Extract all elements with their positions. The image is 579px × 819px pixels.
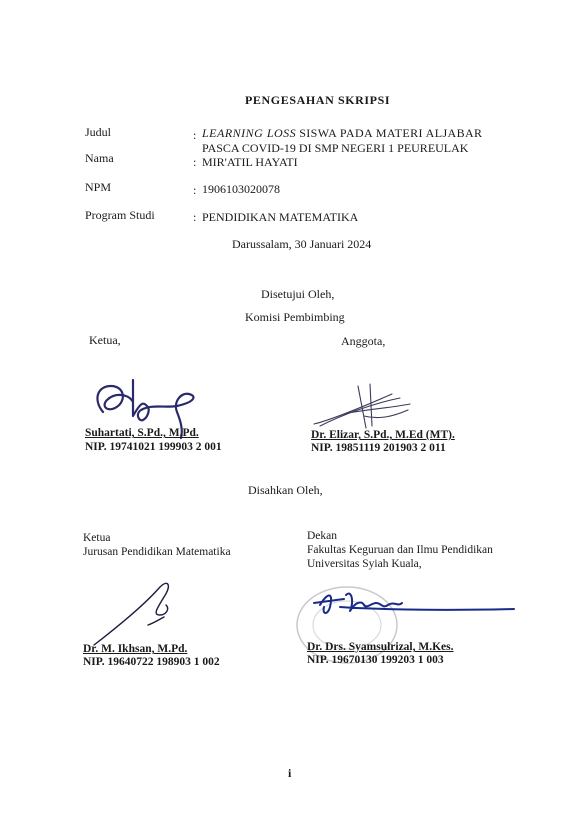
- approved-by: Disetujui Oleh,: [261, 287, 335, 301]
- supervisor2-name: Dr. Elizar, S.Pd., M.Ed (MT).: [311, 429, 455, 441]
- ratified-by: Disahkan Oleh,: [248, 483, 323, 497]
- head-dept-name: Dr. M. Ikhsan, M.Pd.: [83, 643, 188, 655]
- head-dept-nip: NIP. 19640722 198903 1 002: [83, 656, 220, 668]
- signature-dean: [310, 585, 520, 630]
- page-title: PENGESAHAN SKRIPSI: [245, 93, 391, 107]
- head-dept-role2: Jurusan Pendidikan Matematika: [83, 546, 231, 558]
- supervisor2-nip: NIP. 19851119 201903 2 011: [311, 442, 446, 454]
- npm-label: NPM: [85, 180, 112, 194]
- committee-label: Komisi Pembimbing: [245, 310, 345, 324]
- supervisor1-name: Suhartati, S.Pd., M.Pd.: [85, 427, 199, 439]
- dean-role3: Universitas Syiah Kuala,: [307, 558, 422, 570]
- anggota-label: Anggota,: [341, 334, 386, 348]
- nama-colon: :: [193, 155, 197, 169]
- judul-italic-term: LEARNING LOSS: [202, 126, 297, 140]
- supervisor1-nip: NIP. 19741021 199903 2 001: [85, 441, 222, 453]
- head-dept-role1: Ketua: [83, 532, 111, 544]
- signature-head-dept: [90, 575, 210, 650]
- npm-colon: :: [193, 183, 197, 197]
- nama-value: MIR'ATIL HAYATI: [202, 155, 298, 169]
- ketua-label: Ketua,: [89, 333, 121, 347]
- place-date: Darussalam, 30 Januari 2024: [232, 237, 372, 251]
- judul-rest: SISWA PADA MATERI ALJABAR: [299, 126, 483, 140]
- judul-colon: :: [193, 128, 197, 142]
- dean-nip: NIP. 19670130 199203 1 003: [307, 654, 444, 666]
- page-number: i: [288, 766, 292, 780]
- prodi-value: PENDIDIKAN MATEMATIKA: [202, 210, 359, 224]
- prodi-colon: :: [193, 210, 197, 224]
- judul-label: Judul: [85, 125, 112, 139]
- dean-name: Dr. Drs. Syamsulrizal, M.Kes.: [307, 641, 454, 653]
- npm-value: 1906103020078: [202, 182, 280, 196]
- dean-role2: Fakultas Keguruan dan Ilmu Pendidikan: [307, 544, 493, 556]
- prodi-label: Program Studi: [85, 208, 155, 222]
- judul-line2: PASCA COVID-19 DI SMP NEGERI 1 PEUREULAK: [202, 141, 469, 155]
- nama-label: Nama: [85, 151, 114, 165]
- judul-line1: [202, 126, 482, 141]
- dean-role1: Dekan: [307, 530, 338, 542]
